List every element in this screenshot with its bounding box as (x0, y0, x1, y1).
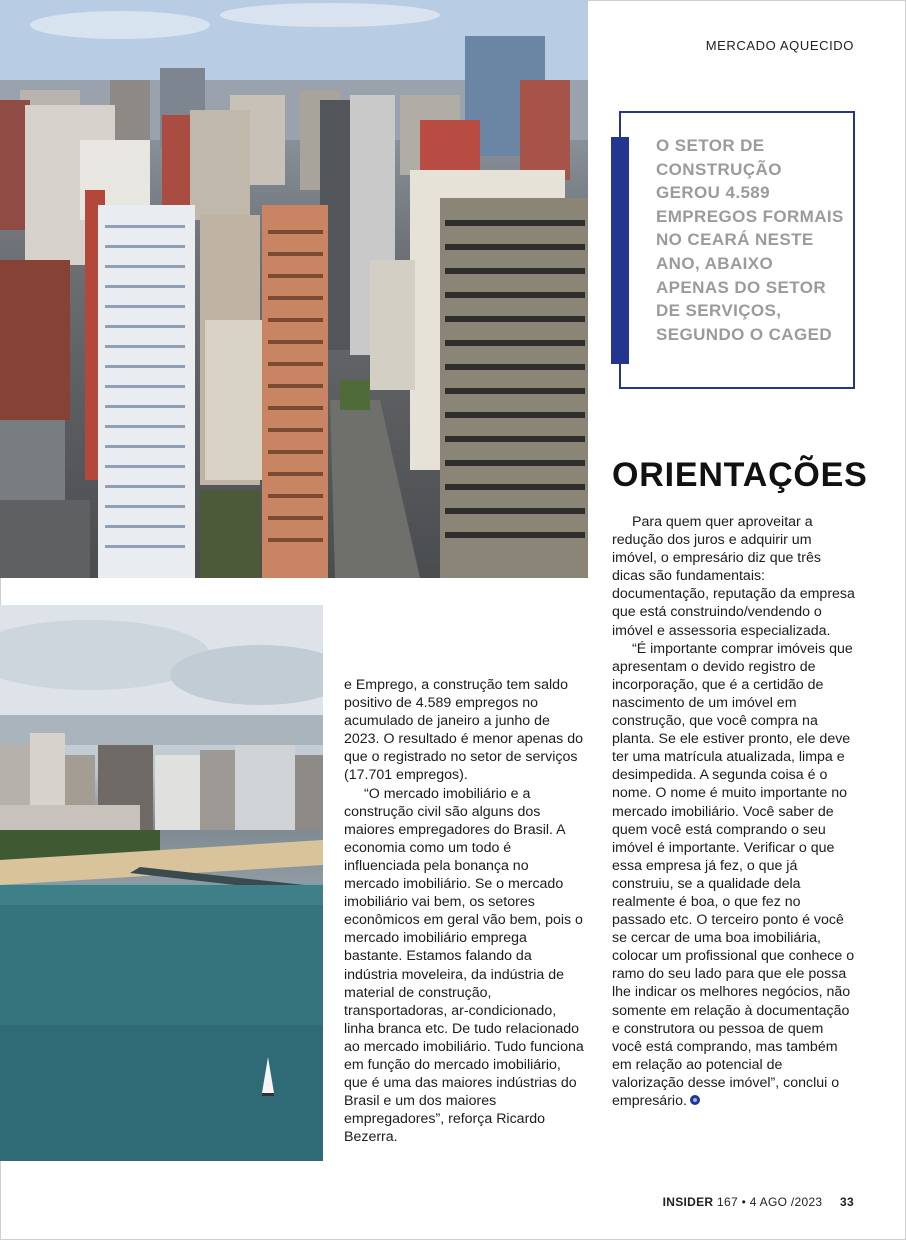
left-text-column (344, 676, 584, 1146)
right-text-column (612, 513, 856, 1110)
left-paragraph-2: “O mercado imobiliário e a construção civil são alguns dos maiores empregadores do Brasil. A economia como um todo é influenciada pela bonança no mercado imobiliário. Se o mercado imobiliário vai bem, os setores econômicos em geral vão bem, pois o mercado imobiliário emprega bastante. Estamos falando da indústria moveleira, da indústria de material de construção, transportadoras, ar-condicionado, linha branca etc. De tudo relacionado ao mercado imobiliário. Tudo funciona em função do mercado imobiliário, que é uma das maiores indústrias do Brasil e um dos maiores empregadores”, reforça Ricardo Bezerra. (344, 785, 584, 1146)
end-of-article-icon (690, 1095, 700, 1105)
callout-quote: O SETOR DE CONSTRUÇÃO GEROU 4.589 EMPREGOS FORMAIS NO CEARÁ NESTE ANO, ABAIXO APENAS DO SETOR DE SERVIÇOS, SEGUNDO O CAGED (656, 136, 844, 344)
page-number: 33 (840, 1195, 854, 1209)
section-heading: ORIENTAÇÕES (612, 456, 868, 494)
right-paragraph-2-wrap (612, 640, 856, 1110)
left-paragraph-1: e Emprego, a construção tem saldo positivo de 4.589 empregos no acumulado de janeiro a junho de 2023. O resultado é menor apenas do que o registrado no setor de serviços (17.701 empregos). (344, 677, 583, 784)
city-skyline-photo (0, 0, 588, 578)
issue-info: 167 • 4 AGO /2023 (717, 1195, 823, 1209)
magazine-brand: INSIDER (662, 1195, 714, 1209)
beach-coastline-photo (0, 605, 323, 1161)
page-footer (663, 1195, 854, 1209)
right-paragraph-2: “É importante comprar imóveis que apresentam o devido registro de incorporação, que é a certidão de nascimento de um imóvel em construção, que você compra na planta. Se ele estiver pronto, ele deve ter uma matrícula atualizada, limpa e desimpedida. A segunda coisa é o nome. O nome é muito importante no mercado imobiliário. Você saber de quem você está comprando o seu imóvel é importante. Verificar o que essa empresa já fez, o que já construiu, se a qualidade dela realmente é boa, o que fez no passado etc. O terceiro ponto é você se cercar de uma boa imobiliária, colocar um profissional que conhece o ramo do seu lado para que ele possa lhe indicar os melhores negócios, não somente em relação à documentação e construtora ou pessoa de quem você está comprando, mas também em relação ao potencial de valorização desse imóvel”, conclui o empresário. (612, 640, 855, 1109)
section-label: MERCADO AQUECIDO (705, 38, 854, 53)
right-paragraph-1: Para quem quer aproveitar a redução dos juros e adquirir um imóvel, o empresário diz que três dicas são fundamentais: documentação, reputação da empresa que está construindo/vendendo o imóvel e assessoria especializada. (612, 514, 855, 639)
